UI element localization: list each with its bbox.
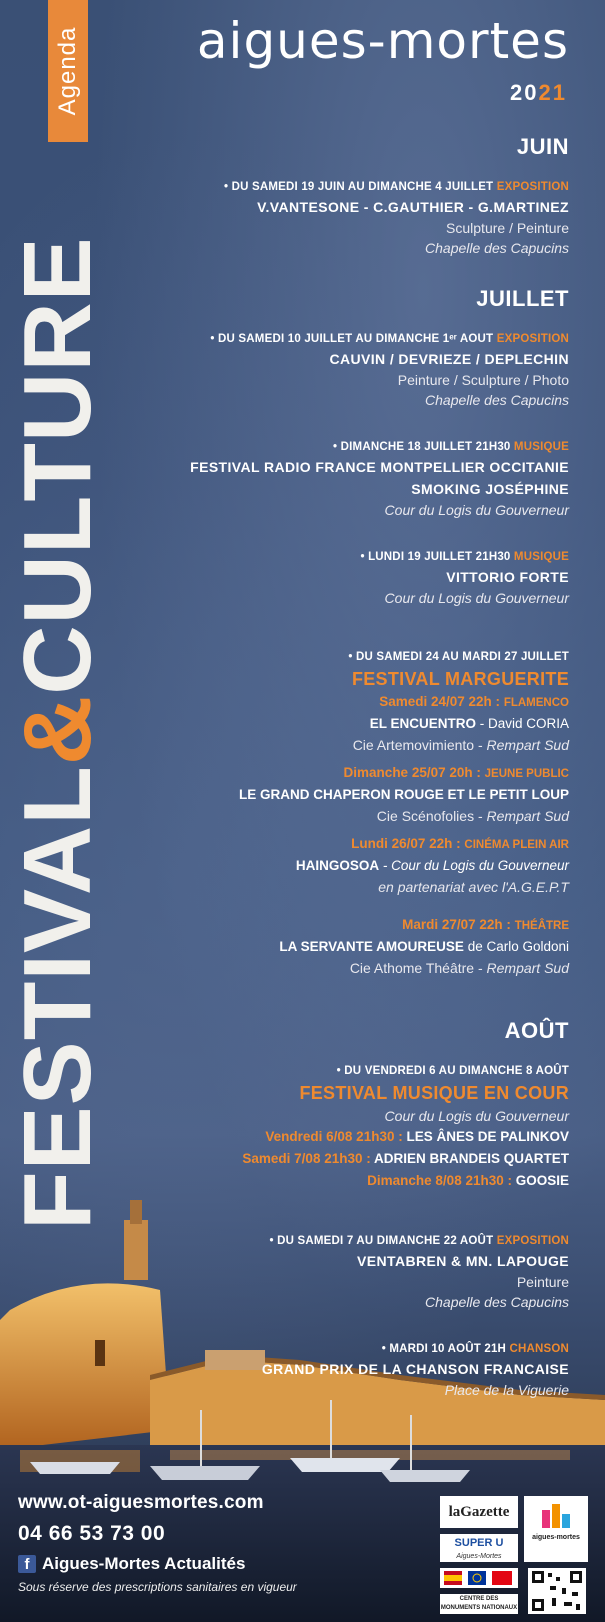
- festival-word: FESTIVAL: [4, 765, 111, 1230]
- agenda-tab: [48, 0, 88, 142]
- event-date: • MARDI 10 AOÛT 21H CHANSON: [381, 1343, 569, 1355]
- la-gazette-logo: laGazette: [440, 1496, 518, 1528]
- event-date: • DU SAMEDI 10 JUILLET AU DIMANCHE 1ᵉʳ AOUT EXPOSITION: [210, 333, 569, 345]
- month-juillet: JUILLET: [476, 286, 569, 311]
- event-place: Cour du Logis du Gouverneur: [384, 502, 569, 518]
- website-link[interactable]: www.ot-aiguesmortes.com: [18, 1492, 264, 1513]
- super-u-logo: SUPER U Aigues-Mortes: [440, 1534, 518, 1562]
- brand-title: aigues-mortes: [196, 12, 569, 70]
- aigues-mortes-logo: aigues-mortes: [524, 1496, 588, 1562]
- disclaimer: Sous réserve des prescriptions sanitaires en vigueur: [18, 1580, 297, 1594]
- year: [510, 80, 567, 106]
- event-chanson: [149, 1340, 569, 1400]
- partner-flags-logo: [440, 1568, 518, 1588]
- event-musique-en-cour: • DU VENDREDI 6 AU DIMANCHE 8 AOÛT FESTIVAL MUSIQUE EN COUR Cour du Logis du Gouverneur Vendredi 6/08 21h30 : LES ÂNES DE PALINKOV Samedi 7/08 21h30 : ADRIEN BRANDEIS QUARTET Dimanche 8/08 21h30 : GOOSIE: [149, 1062, 569, 1192]
- facebook-label: Aigues-Mortes Actualités: [42, 1554, 246, 1573]
- event-names: FESTIVAL RADIO FRANCE MONTPELLIER OCCITANIE: [190, 459, 569, 475]
- footer: [18, 1492, 297, 1594]
- event-date: • DIMANCHE 18 JUILLET 21H30 MUSIQUE: [333, 441, 569, 453]
- event-vittorio-forte: [149, 548, 569, 608]
- event-detail: Sculpture / Peinture: [446, 220, 569, 236]
- event-place: Chapelle des Capucins: [425, 1294, 569, 1310]
- event-names: VITTORIO FORTE: [446, 569, 569, 585]
- event-radio-france: [149, 438, 569, 520]
- festival-culture-title: [4, 236, 111, 1230]
- monuments-nationaux-logo: CENTRE DES MONUMENTS NATIONAUX: [440, 1594, 518, 1614]
- event-place: Place de la Viguerie: [444, 1382, 569, 1398]
- event-names: V.VANTESONE - C.GAUTHIER - G.MARTINEZ: [257, 199, 569, 215]
- phone-number[interactable]: 04 66 53 73 00: [18, 1522, 166, 1545]
- event-date: • DU SAMEDI 24 AU MARDI 27 JUILLET: [348, 651, 569, 663]
- ampersand: &: [4, 694, 111, 766]
- facebook-icon: f: [18, 1555, 36, 1573]
- event-names: CAUVIN / DEVRIEZE / DEPLECHIN: [329, 351, 569, 367]
- sub-event-flamenco: Samedi 24/07 22h : FLAMENCO EL ENCUENTRO - David CORIA Cie Artemovimiento - Rempart Sud: [352, 694, 569, 753]
- month-aout: AOÛT: [504, 1018, 569, 1043]
- event-names: GRAND PRIX DE LA CHANSON FRANCAISE: [261, 1361, 569, 1377]
- event-detail: Peinture / Sculpture / Photo: [397, 372, 569, 388]
- event-exposition-juillet: [149, 330, 569, 410]
- agenda-label: Agenda: [54, 26, 81, 116]
- sub-event-cinema: Lundi 26/07 22h : CINÉMA PLEIN AIR HAINGOSOA - Cour du Logis du Gouverneur en partenariat avec l'A.G.E.P.T: [295, 836, 569, 895]
- event-exposition-juin: [149, 178, 569, 258]
- qr-code[interactable]: [528, 1568, 586, 1614]
- event-exposition-aout: [149, 1232, 569, 1312]
- event-place: Cour du Logis du Gouverneur: [384, 590, 569, 606]
- facebook-link[interactable]: [18, 1554, 297, 1574]
- agenda-content: [149, 126, 569, 1428]
- sub-event-jeune-public: Dimanche 25/07 20h : JEUNE PUBLIC LE GRAND CHAPERON ROUGE ET LE PETIT LOUP Cie Scénofolies - Rempart Sud: [238, 765, 569, 824]
- month-juin: JUIN: [516, 134, 569, 159]
- sponsor-logos: [440, 1496, 590, 1614]
- event-names-2: SMOKING JOSÉPHINE: [411, 481, 569, 497]
- event-date: • DU SAMEDI 7 AU DIMANCHE 22 AOÛT EXPOSITION: [269, 1235, 569, 1247]
- event-festival-marguerite: [149, 648, 569, 978]
- event-names: VENTABREN & MN. LAPOUGE: [357, 1253, 569, 1269]
- year-suffix: 21: [538, 80, 567, 105]
- event-place: Chapelle des Capucins: [425, 240, 569, 256]
- culture-word: CULTURE: [4, 236, 111, 695]
- festival-title: FESTIVAL MUSIQUE EN COUR: [299, 1083, 569, 1103]
- event-place: Chapelle des Capucins: [425, 392, 569, 408]
- sub-event-theatre: Mardi 27/07 22h : THÉÂTRE LA SERVANTE AMOUREUSE de Carlo Goldoni Cie Athome Théâtre - Rempart Sud: [279, 917, 569, 976]
- year-prefix: 20: [510, 80, 539, 105]
- event-place: Cour du Logis du Gouverneur: [384, 1108, 569, 1124]
- festival-title: FESTIVAL MARGUERITE: [351, 669, 569, 689]
- event-date: • LUNDI 19 JUILLET 21H30 MUSIQUE: [360, 551, 569, 563]
- event-date: • DU VENDREDI 6 AU DIMANCHE 8 AOÛT: [336, 1065, 569, 1077]
- event-date: • DU SAMEDI 19 JUIN AU DIMANCHE 4 JUILLET EXPOSITION: [223, 181, 569, 193]
- event-detail: Peinture: [516, 1274, 569, 1290]
